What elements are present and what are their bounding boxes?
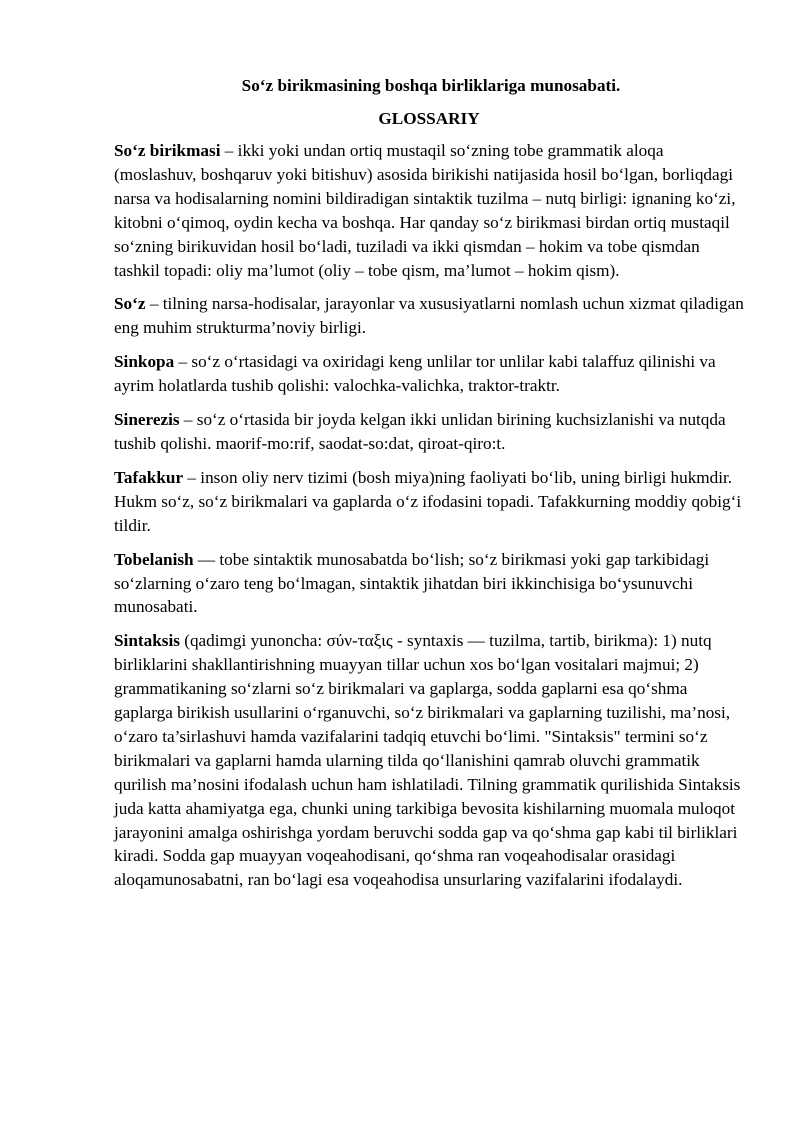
glossary-entry-tobelanish xyxy=(114,548,744,620)
glossary-entry-sintaksis xyxy=(114,629,744,892)
glossary-term: Sinerezis xyxy=(114,410,180,430)
glossary-definition: – so‘z o‘rtasidagi va oxiridagi keng unlilar tor unlilar kabi talaffuz qilinishi va ayrim holatlarda tushib qolishi: valochka-valichka, traktor-traktr. xyxy=(114,352,716,396)
glossary-definition: — tobe sintaktik munosabatda bo‘lish; so‘z birikmasi yoki gap tarkibidagi so‘zlarning o‘zaro teng bo‘lmagan, sintaktik jihatdan biri ikkinchisiga bo‘ysunuvchi munosabati. xyxy=(114,549,710,617)
glossary-term: Sintaksis xyxy=(114,631,180,651)
glossary-entry-tafakkur xyxy=(114,466,744,538)
glossary-term: So‘z xyxy=(114,294,146,314)
glossary-entry-sinkopa xyxy=(114,350,744,398)
glossary-entry-sinerezis xyxy=(114,408,744,456)
glossary-term: Tobelanish xyxy=(114,549,194,569)
glossary-definition: – inson oliy nerv tizimi (bosh miya)ning faoliyati bo‘lib, uning birligi hukmdir. Hukm so‘z, so‘z birikmalari va gaplarda o‘z ifodasini topadi. Tafakkurning moddiy qobig‘i tildir. xyxy=(114,467,742,535)
glossary-definition: – tilning narsa-hodisalar, jarayonlar va xususiyatlarni nomlash uchun xizmat qiladigan eng muhim strukturma’noviy birligi. xyxy=(114,294,744,338)
glossary-term: Tafakkur xyxy=(114,467,184,487)
glossary-entry-soz xyxy=(114,292,744,340)
glossary-definition: – so‘z o‘rtasida bir joyda kelgan ikki unlidan birining kuchsizlanishi va nutqda tushib qolishi. maorif-mo:rif, saodat-so:dat, qiroat-qiro:t. xyxy=(114,410,726,453)
glossary-entry-soz-birikmasi xyxy=(114,139,744,282)
document-page xyxy=(114,74,744,902)
document-title: So‘z birikmasining boshqa birliklariga munosabati. xyxy=(241,76,621,95)
glossary-heading: GLOSSARIY xyxy=(378,109,480,128)
glossary-definition: – ikki yoki undan ortiq mustaqil so‘zning tobe grammatik aloqa (moslashuv, boshqaruv yoki bitishuv) asosida birikishi natijasida hosil bo‘lgan, borliqdagi narsa va hodisalarning nomini bildiradigan sintaktik tuzilma – nutq birligi: ignaning ko‘zi, kitobni o‘qimoq, oydin kecha va boshqa. Har qanday so‘z birikmasi birdan ortiq mustaqil so‘zning birikuvidan hosil bo‘ladi, tuziladi va ikki qismdan – hokim va tobe qismdan tashkil topadi: oliy ma’lumot (oliy – tobe qism, ma’lumot – hokim qism). xyxy=(114,141,736,280)
glossary-definition: (qadimgi yunoncha: σύν-ταξις - syntaxis — tuzilma, tartib, birikma): 1) nutq birliklarini shakllantirishning muayyan tillar uchun xos bo‘lgan vositalari majmui; 2) grammatikaning so‘zlarni so‘z birikmalari va gaplarga, sodda gaplarni esa qo‘shma gaplarga birikish usullarini o‘rganuvchi, so‘z birikmalari va gaplarning tuzilishi, ma’nosi, o‘zaro ta’sirlashuvi hamda vazifalarini tadqiq etuvchi bo‘limi. "Sintaksis" termini so‘z birikmalari va gaplarni hamda ularning tilda qo‘llanishini qamrab oluvchi grammatik qurilish ma’nosini ifodalash uchun ham ishlatiladi. Tilning grammatik qurilishida Sintaksis juda katta ahamiyatga ega, chunki uning tarkibiga bevosita kishilarning muomala muloqot jarayonini amalga oshirishga yordam beruvchi sodda gap va qo‘shma gap kabi til birliklari kiradi. Sodda gap muayyan voqeahodisani, qo‘shma ran voqeahodisalar orasidagi aloqamunosabatni, ran bo‘lagi esa voqeahodisa unsurlaring vazifalarini ifodalaydi. xyxy=(114,631,741,890)
glossary-term: So‘z birikmasi xyxy=(114,141,221,160)
glossary-term: Sinkopa xyxy=(114,352,175,372)
